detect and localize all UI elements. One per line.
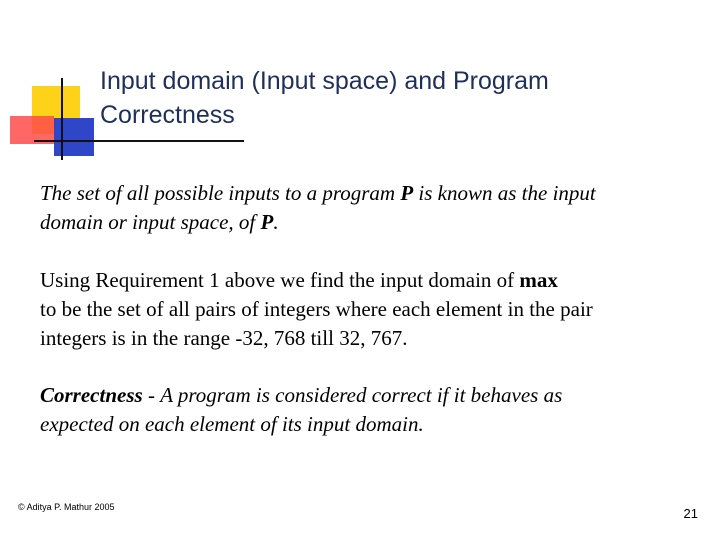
p2-line-3: integers is in the range -32, 768 till 32, 767. xyxy=(40,326,408,350)
p1-program-symbol: P xyxy=(260,210,274,234)
p2-text: Using Requirement 1 above we find the input domain of xyxy=(40,268,520,292)
p3-text: A program is considered correct if it behaves as xyxy=(160,383,563,407)
p1-program-symbol: P xyxy=(400,181,414,205)
p3-dash: - xyxy=(142,383,161,407)
decor-blue-square xyxy=(54,118,94,156)
p2-max-keyword: max xyxy=(519,268,558,292)
p3-term: Correctness xyxy=(40,383,143,407)
p1-text: The set of all possible inputs to a program xyxy=(40,181,401,205)
slide-title xyxy=(100,64,680,132)
title-line-1: Input domain (Input space) and Program xyxy=(100,67,549,95)
copyright-footer: © Aditya P. Mathur 2005 xyxy=(18,502,115,512)
paragraph-correctness xyxy=(40,381,700,439)
p3-line-2: expected on each element of its input domain. xyxy=(40,412,424,436)
title-line-2: Correctness xyxy=(100,101,235,129)
p2-line-2: to be the set of all pairs of integers where each element in the pair xyxy=(40,297,593,321)
p1-line-1 xyxy=(40,179,700,208)
p1-text: is known as the input xyxy=(413,181,596,205)
decor-vertical-line xyxy=(61,78,63,160)
p2-line-1 xyxy=(40,266,700,295)
p1-text: . xyxy=(273,210,279,234)
p1-text: domain or input space, of xyxy=(40,210,261,234)
paragraph-requirement xyxy=(40,266,700,353)
page-number: 21 xyxy=(683,506,698,521)
paragraph-input-domain xyxy=(40,179,700,237)
decor-horizontal-line xyxy=(34,140,244,142)
p1-line-2 xyxy=(40,208,700,237)
p3-line-1 xyxy=(40,381,700,410)
